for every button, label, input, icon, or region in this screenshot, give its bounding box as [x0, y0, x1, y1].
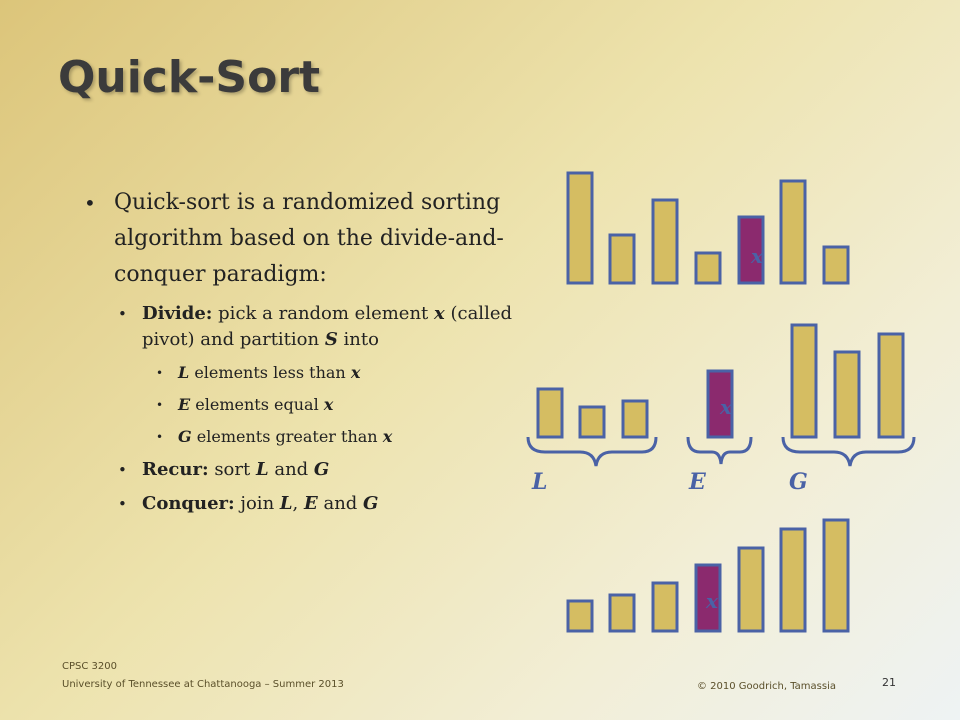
bar	[824, 520, 848, 631]
sub-var-x: x	[350, 363, 361, 382]
group-label-g: G	[789, 469, 808, 495]
bar	[781, 529, 805, 631]
bar	[792, 325, 816, 437]
brace-e	[688, 437, 751, 464]
bar	[781, 181, 805, 283]
bar	[824, 247, 848, 283]
sub-text: elements greater than	[191, 427, 383, 446]
slide-title: Quick-Sort	[58, 52, 321, 103]
bars-sorted	[568, 520, 848, 631]
course-code: CPSC 3200	[62, 661, 117, 672]
conquer-label: Conquer:	[142, 493, 235, 514]
bar	[835, 352, 859, 437]
pivot-label: x	[720, 395, 732, 419]
sub-var-x: x	[323, 395, 334, 414]
bullet-dot-icon: •	[118, 461, 127, 479]
recur-var-l: L	[255, 459, 269, 480]
sub-var-x: x	[382, 427, 393, 446]
divide-var-x: x	[434, 303, 445, 324]
recur-label: Recur:	[142, 459, 209, 480]
bar	[653, 583, 677, 631]
bar	[610, 595, 634, 631]
bullet-dot-icon: •	[156, 366, 164, 380]
university-name: University of Tennessee at Chattanooga – Summer 2013	[62, 679, 344, 690]
sub-var: E	[178, 395, 191, 414]
brace-l	[528, 437, 656, 466]
divide-var-s: S	[324, 329, 338, 350]
conquer-var-g: G	[363, 493, 379, 514]
bullet-dot-icon: •	[156, 430, 164, 444]
copyright: © 2010 Goodrich, Tamassia	[697, 681, 836, 692]
divide-text-1: pick a random element	[212, 303, 435, 324]
conquer-var-l: L	[279, 493, 293, 514]
conquer-text-1: join	[234, 493, 280, 514]
pivot-label: x	[751, 244, 763, 268]
bar	[879, 334, 903, 437]
conquer-var-e: E	[304, 493, 318, 514]
intro-text: Quick-sort is a randomized sorting algorithm based on the divide-and-conquer paradigm:	[114, 190, 504, 287]
bar	[538, 389, 562, 437]
bullet-dot-icon: •	[84, 191, 96, 215]
sub-var: L	[178, 363, 190, 382]
recur-text-1: sort	[208, 459, 256, 480]
sub-text: elements less than	[189, 363, 351, 382]
bullet-dot-icon: •	[118, 305, 127, 323]
bar	[696, 253, 720, 283]
bar	[568, 601, 592, 631]
divide-text-2: (called pivot) and partition	[142, 303, 512, 350]
bullet-dot-icon: •	[118, 495, 127, 513]
bar	[568, 173, 592, 283]
conquer-comma: ,	[292, 493, 304, 514]
brace-g	[783, 437, 914, 466]
bar	[739, 548, 763, 631]
divide-text-3: into	[337, 329, 379, 350]
conquer-text-2: and	[317, 493, 364, 514]
sub-var: G	[178, 427, 192, 446]
pivot-label: x	[706, 589, 718, 613]
bar	[580, 407, 604, 437]
bullet-dot-icon: •	[156, 398, 164, 412]
footer-course-info	[62, 658, 344, 694]
divide-label: Divide:	[142, 303, 213, 324]
bars-unsorted	[568, 173, 848, 283]
page-number: 21	[882, 676, 896, 689]
group-label-l: L	[532, 469, 548, 495]
bar	[610, 235, 634, 283]
recur-text-2: and	[268, 459, 314, 480]
bar	[653, 200, 677, 283]
bars-partitioned	[528, 325, 914, 495]
recur-var-g: G	[313, 459, 330, 480]
group-label-e: E	[689, 469, 706, 495]
sub-text: elements equal	[190, 395, 324, 414]
bar	[623, 401, 647, 437]
